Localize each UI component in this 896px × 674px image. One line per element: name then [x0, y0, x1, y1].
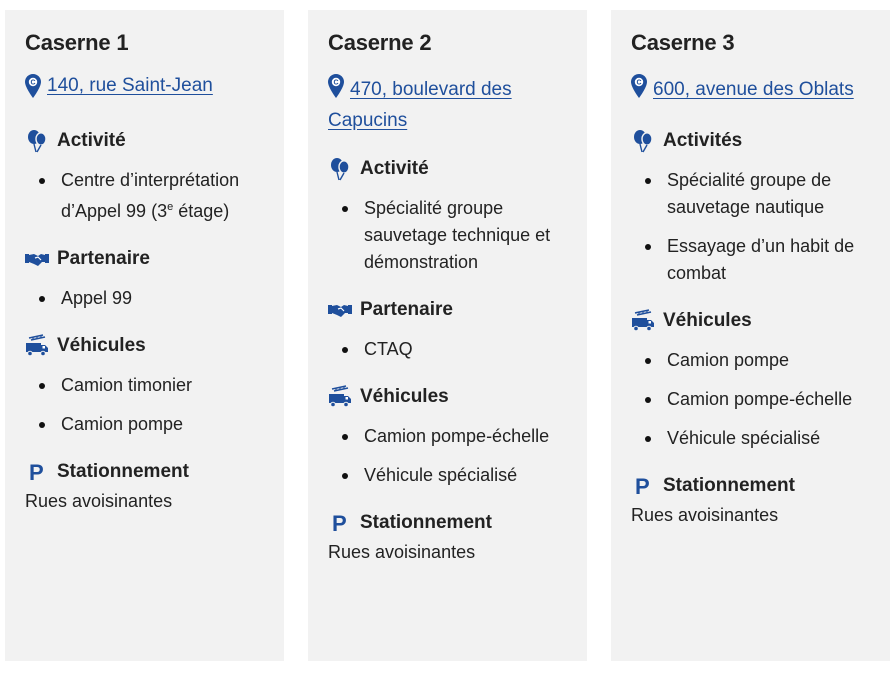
activity-list: [631, 167, 870, 287]
section-label: Véhicules: [360, 386, 449, 407]
list-item: CTAQ: [364, 336, 567, 363]
balloons-icon: [25, 129, 49, 153]
balloons-icon: [631, 129, 655, 153]
section-label: Véhicules: [57, 335, 146, 356]
activity-list: [25, 167, 264, 225]
section-label: Stationnement: [360, 512, 492, 533]
svg-text:P: P: [635, 474, 650, 498]
station-title: Caserne 3: [631, 30, 735, 55]
handshake-icon: [25, 247, 49, 271]
list-item: Camion pompe: [667, 347, 870, 374]
station-card-3: [611, 10, 890, 661]
list-item: Spécialité groupe sauvetage technique et démonstration: [364, 195, 567, 276]
vehicles-list: [328, 423, 567, 489]
fire-truck-icon: [631, 309, 655, 333]
vehicles-list: [25, 372, 264, 438]
address-text: 600, avenue des Oblats: [653, 79, 854, 100]
svg-text:C: C: [636, 79, 642, 87]
list-item: Essayage d’un habit de combat: [667, 233, 870, 287]
section-label: Activités: [663, 130, 743, 151]
section-label: Véhicules: [663, 310, 752, 331]
address-link[interactable]: [631, 72, 854, 107]
section-label: Activité: [57, 130, 126, 151]
parking-heading: [328, 509, 567, 537]
vehicles-heading: [328, 383, 567, 411]
activity-heading: [631, 127, 870, 155]
station-address: [328, 72, 567, 135]
svg-text:P: P: [332, 511, 347, 535]
location-pin-icon: [25, 74, 47, 107]
list-item: Camion pompe: [61, 411, 264, 438]
list-item: Centre d’interprétation d’Appel 99 (3e étage): [61, 167, 264, 225]
parking-heading: [25, 458, 264, 486]
location-pin-icon: [631, 74, 653, 107]
partner-heading: [328, 296, 567, 324]
svg-text:C: C: [333, 79, 339, 87]
vehicles-heading: [631, 307, 870, 335]
list-item: Camion timonier: [61, 372, 264, 399]
parking-heading: [631, 472, 870, 500]
address-link[interactable]: 140, rue Saint-Jean: [47, 75, 213, 96]
partner-list: [25, 285, 264, 312]
location-pin-icon: [328, 74, 350, 107]
list-item: Véhicule spécialisé: [364, 462, 567, 489]
parking-icon: [25, 460, 49, 484]
parking-text: Rues avoisinantes: [328, 542, 476, 562]
station-card-2: [308, 10, 587, 661]
parking-icon: [631, 474, 655, 498]
section-label: Stationnement: [663, 475, 795, 496]
address-text: 470, boulevard des Capucins: [328, 79, 512, 131]
section-label: Stationnement: [57, 461, 189, 482]
vehicles-list: [631, 347, 870, 452]
list-item: Spécialité groupe de sauvetage nautique: [667, 167, 870, 221]
partner-list: [328, 336, 567, 363]
station-address: [25, 72, 264, 107]
vehicles-heading: [25, 332, 264, 360]
parking-text: Rues avoisinantes: [25, 491, 173, 511]
section-label: Activité: [360, 158, 429, 179]
fire-truck-icon: [328, 385, 352, 409]
partner-heading: [25, 245, 264, 273]
activity-heading: [25, 127, 264, 155]
list-item: Appel 99: [61, 285, 264, 312]
svg-text:P: P: [29, 460, 44, 484]
parking-text: Rues avoisinantes: [631, 505, 779, 525]
list-item: Camion pompe-échelle: [364, 423, 567, 450]
station-address: [631, 72, 870, 107]
station-title: Caserne 1: [25, 30, 129, 55]
handshake-icon: [328, 298, 352, 322]
svg-text:C: C: [30, 79, 36, 87]
station-title: Caserne 2: [328, 30, 432, 55]
activity-heading: [328, 155, 567, 183]
section-label: Partenaire: [360, 299, 453, 320]
station-card-1: [5, 10, 284, 661]
fire-truck-icon: [25, 334, 49, 358]
address-link[interactable]: [328, 72, 567, 135]
section-label: Partenaire: [57, 248, 150, 269]
activity-list: [328, 195, 567, 276]
balloons-icon: [328, 157, 352, 181]
parking-icon: [328, 511, 352, 535]
list-item: Camion pompe-échelle: [667, 386, 870, 413]
list-item: Véhicule spécialisé: [667, 425, 870, 452]
